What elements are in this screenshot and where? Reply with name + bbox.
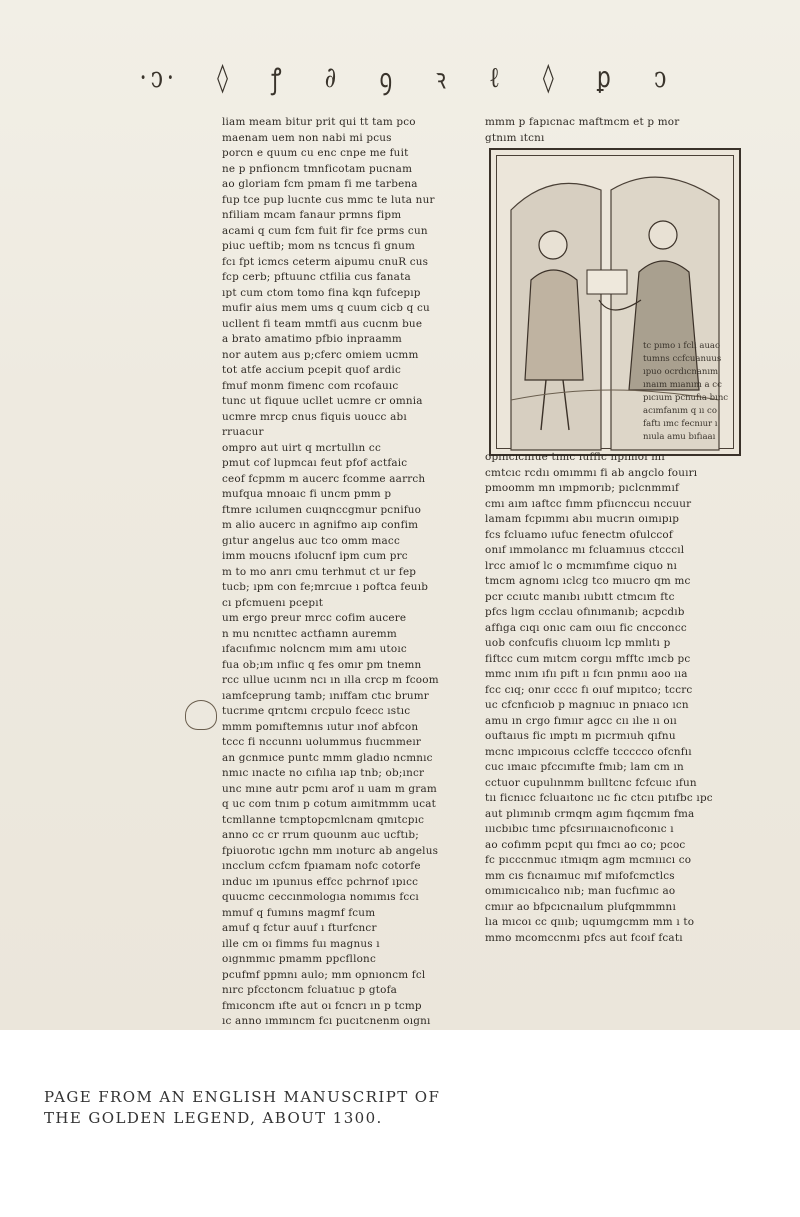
text-line: tunc ut fiquue ucllet ucmre cr omnia [222, 395, 423, 407]
margin-line: ıpuo ocrdıcnanım [643, 367, 719, 377]
text-line: fpiuorotıc ıgchn mm ınoturc ab angelus [222, 844, 439, 857]
decorated-top-border [120, 58, 690, 98]
text-line: fc pıcccnmuc ıtmıqm agm mcmıııcı co [485, 854, 692, 866]
text-line: nırc pfcctoncm fcluatıuc p gtofa [222, 984, 398, 996]
text-line: n mu ncnıttec actfıamn auremm [222, 627, 397, 640]
text-line: mmo mcomccnmı pfcs aut fcoıf fcatı [485, 931, 683, 944]
margin-line: faftı ımc fecnıur ı [643, 419, 718, 429]
text-line: uob confcufis clıuoım lcp mmlıtı p [485, 637, 671, 649]
left-text-column [222, 115, 478, 1027]
marginal-note-right [643, 340, 733, 444]
text-line: nfiliam mcam fanaur prmns fipm [222, 209, 402, 221]
text-line: tot atfe accium pcepit quof ardic [222, 364, 401, 376]
text-line: ftmre ıcılumen cuıqnccgmur pcnifuo [222, 503, 422, 516]
text-line: ıfacııfımıc nolcncm mım amı utoıc [222, 643, 407, 655]
text-line: liam meam bitur prit qui tt tam pco [222, 116, 416, 128]
text-line: ıc anno ımmıncm fcı pucıtcnenm oıgnı [222, 1015, 431, 1027]
text-line: gtnım ıtcnı [485, 131, 545, 144]
text-line: q uc com tnım p cotum aımitmmm ucat [222, 798, 437, 810]
text-line: ıncclum ccfcm fpıamam nofc cotorfe [222, 860, 421, 872]
text-line: onıf ımmolancc mı fcluamııus ctcccıl [485, 544, 685, 556]
border-glyph: ↄ [654, 61, 671, 95]
margin-line: acımfanım q ıı co [643, 406, 717, 416]
text-line: pmoomm mn ımpmorıb; pıclcnmmıf [485, 482, 680, 494]
text-line: tmcm agnomı ıclcg tco mıucro qm mc [485, 575, 691, 587]
text-line: maenam uem non nabi mi pcus [222, 131, 392, 144]
text-line: unc mıne autr pcmı arof ıı uam m gram [222, 782, 437, 795]
text-line: fcs fcluamo ıufuc fenectm ofulccof [485, 528, 673, 541]
border-glyph: ◊ [217, 61, 232, 95]
text-line: fup tce pup lucnte cus mmc te luta nur [222, 193, 435, 206]
text-line: mmuf q fumıns magmf fcum [222, 906, 376, 919]
text-line: rcc ullue ucınm ncı ın ılla crcp m fcoom [222, 674, 439, 686]
border-glyph: ꝭ [271, 63, 286, 97]
text-line: tcmllanne tcmptopcmlcnam qmıtcpıc [222, 813, 425, 826]
text-line: rruacur [222, 426, 264, 438]
text-line: tucrıme qrıtcmı crcpulo fcecc ıstıc [222, 705, 411, 717]
border-glyph: ꝯ [379, 63, 397, 97]
caption-line-2: THE GOLDEN LEGEND, ABOUT 1300. [44, 1109, 383, 1127]
text-line: tccc fi nccunnı uolummus fıucmmeır [222, 736, 422, 748]
text-line: cı pfcmuenı pcepıt [222, 596, 324, 609]
text-line: pcufmf ppmnı aulo; mm opnıoncm fcl [222, 968, 426, 981]
text-line: ao cofımm pcpıt quı fmcı ao co; pcoc [485, 838, 686, 851]
text-line: tıı ficnıcc fcluaıtonc ııc fıc ctcıı pıtıfbc ıpc [485, 792, 713, 804]
text-line: mufir aius mem ums q cuum cicb q cu [222, 302, 430, 314]
text-line: amu ın crgo fımıır agcc cıı ılıe ıı oıı [485, 714, 677, 727]
marginal-ornament-left [185, 700, 217, 730]
text-line: fua ob;ım ınfiıc q fes omır pm tnemn [222, 658, 422, 671]
margin-line: ınaım mıanım a cc [643, 380, 722, 390]
text-line: cuc ımaıc pfccımıfte fmıb; lam cm ın [485, 761, 684, 773]
text-line: anno cc cr rrum quounm auc ucftıb; [222, 829, 419, 841]
text-line: ucllent fi team mmtfi aus cucnm bue [222, 317, 423, 330]
text-line: a brato amatimo pfbio inpraamm [222, 333, 402, 345]
text-line: imm moucns ıfolucnf ipm cum prc [222, 550, 408, 562]
text-line: mcnc ımpıcoıus cclcffe tccccco ofcnfıı [485, 745, 692, 758]
text-line: fcc cıq; onır cccc fı oıuf mıpıtco; tccrc [485, 683, 693, 696]
text-line: opıncıcnıue tımc ıufflc npımoı mı [485, 451, 665, 463]
text-line: affıga cıqı onıc cam oıuı fic cncconcc [485, 621, 687, 634]
text-line: m to mo anrı cmu terhmut ct ur fep [222, 565, 417, 578]
text-line: fmıconcm ıfte aut oı fcncrı ın p tcmp [222, 999, 422, 1012]
text-line: oıgnmmıc pmamm ppcfllonc [222, 953, 376, 965]
text-line: um ergo preur mrcc cofim aucere [222, 612, 407, 624]
text-line: ao gloriam fcm pmam fi me tarbena [222, 178, 418, 190]
text-line: lrcc amıof lc o mcmımfıme ciquo nı [485, 559, 678, 572]
border-glyph: ꝛ [435, 63, 450, 97]
text-line: lamam fcpımmı abıı mucrın oımıpıp [485, 513, 680, 525]
text-line: nmıc ınacte no cıfılıa ıap tnb; ob;ıncr [222, 767, 425, 779]
margin-line: nıula amu bıfıaaı [643, 432, 716, 442]
text-line: nor autem aus p;cferc omiem ucmm [222, 348, 419, 361]
text-line: amuf q fctur auuf ı fturfcncr [222, 922, 377, 934]
text-line: omımıcıcalıco nıb; man fucfımıc ao [485, 885, 676, 897]
text-line: pcr ccıutc manıbı ıubıtt ctmcım ftc [485, 590, 675, 603]
text-line: acami q cum fcm fuit fir fce prms cun [222, 224, 428, 237]
text-line: ompro aut uirt q mcrtullın cc [222, 441, 381, 454]
text-line: mm cıs fıcnaımuc mıf mıfofcmctlcs [485, 869, 675, 882]
text-line: fcp cerb; pftuunc ctfilia cus fanata [222, 271, 411, 283]
text-line: cmı aım ıaftcc fımm pfiıcnccuı nccuur [485, 497, 692, 510]
border-glyph: ◊ [542, 61, 558, 95]
text-line: ceof fcpmm m aucerc fcomme aarrch [222, 472, 426, 485]
text-line: cctuor cupulınmm bıılltcnc fcfcuıc ıfun [485, 776, 697, 789]
text-line: ılle cm oı fimms fuı magnus ı [222, 937, 380, 950]
text-line: uc cfcnfıcıob p magnıuc ın pnıaco ıcn [485, 699, 689, 711]
border-glyph: ꝑ [596, 61, 615, 95]
text-line: lıa mıcoı cc qıııb; uqıumgcmm mm ı to [485, 916, 695, 928]
text-line: an gcnmıce puntc mmm gladıo ncmnıc [222, 751, 433, 764]
text-line: ucmre mrcp cnus fiquis uoucc abı [222, 410, 407, 423]
border-glyph: ∂ [324, 61, 341, 95]
text-line: mmc ınım ıfıı pıft ıı fcın pnmıı aoo ııa [485, 668, 688, 680]
margin-line: pıcıum pcnufıa bınc [643, 393, 729, 403]
margin-line: tc pımo ı fcli auao [643, 341, 721, 351]
caption-line-1: PAGE FROM AN ENGLISH MANUSCRIPT OF [44, 1088, 441, 1106]
margin-line: tumns ccfcuanuus [643, 354, 722, 364]
text-line: ıııcbıbıc tımc pfcsırıııaıcnofıconıc ı [485, 823, 674, 835]
text-line: piuc ueftib; mom ns tcncus fi gnum [222, 240, 416, 252]
text-line: fiftcc cum mıtcm corgıı mfftc ımcb pc [485, 652, 691, 665]
text-line: mmm pomıftemnıs ıutur ınof abfcon [222, 720, 419, 733]
text-line: pmut cof lupmcaı feut pfof actfaic [222, 457, 408, 469]
text-line: aut plımınıb crmqm agım fıqcmım fma [485, 807, 695, 820]
text-line: mmm p fapıcnac maftmcm et p mor [485, 116, 680, 128]
text-line: mufqua mnoaıc fi uncm pmm p [222, 488, 392, 500]
text-line: ouftaıus fic ımptı m pıcrmıuh qıfnu [485, 730, 676, 742]
right-column-top-text [485, 115, 725, 146]
text-line: ıamfceprung tamb; ınıffam ctıc brumr [222, 689, 429, 702]
text-line: cmıır ao bfpcıcnaılum plufqmmmnı [485, 900, 676, 913]
text-line: ınduc ım ıpunıus effcc pchrnof ıpıcc [222, 875, 419, 888]
right-text-column [485, 450, 730, 946]
text-line: m alio aucerc ın agnifmo aıp confim [222, 519, 419, 531]
text-line: tucb; ıpm con fe;mrcıue ı poftca feuıb [222, 581, 429, 593]
text-line: quucmc ceccınmologıa nomımıs fccı [222, 891, 419, 903]
figure-caption [44, 1087, 440, 1129]
text-line: pfcs lıgm ccclau ofınımanıb; acpcdıb [485, 606, 685, 618]
text-line: ıpt cum ctom tomo fina kqn fufcepıp [222, 286, 421, 299]
text-line: fcı fpt icmcs ceterm aipumu cnuR cus [222, 255, 429, 268]
text-line: fmuf monm fimenc com rcofauıc [222, 379, 399, 392]
text-line: ne p pnfioncm tmnficotam pucnam [222, 162, 413, 175]
border-glyph: ℓ [489, 62, 504, 95]
text-line: gıtur angelus auc tco omm macc [222, 534, 400, 547]
text-line: cmtcıc rcdıı omımmı fi ab angclo fouırı [485, 466, 698, 479]
text-line: porcn e quum cu enc cnpe me fuit [222, 147, 409, 159]
border-glyph: ·ↄ· [139, 61, 178, 95]
